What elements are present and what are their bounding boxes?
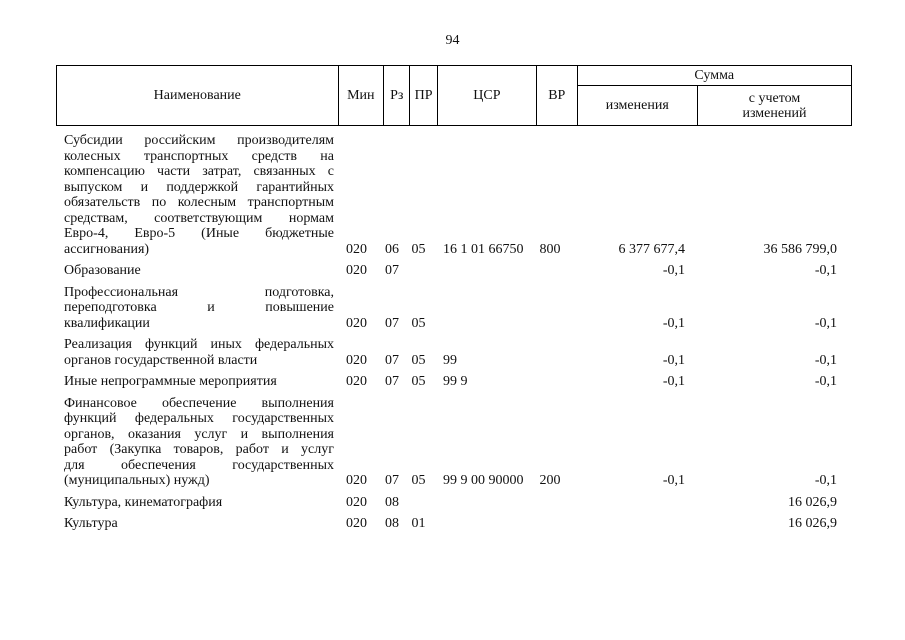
- row-name-line: функций федеральных государственных: [64, 411, 334, 426]
- row-name: [56, 495, 334, 511]
- row-rz: 07: [385, 352, 399, 368]
- row-csr: 99 9 00 90000: [443, 473, 524, 488]
- row-name-line: (муниципальных) нужд): [64, 473, 210, 488]
- row-total: -0,1: [814, 352, 837, 368]
- row-rz: 07: [385, 473, 399, 488]
- row-name-line: Субсидии российским производителям: [64, 133, 334, 148]
- table-header: [56, 65, 852, 126]
- table-body: [56, 127, 852, 532]
- row-name-line: квалификации: [64, 315, 150, 331]
- table-row: [56, 368, 852, 390]
- row-name-line: для обеспечения государственных: [64, 457, 334, 473]
- row-name-line: Финансовое обеспечение выполнения: [64, 395, 334, 411]
- row-name-line: Евро-4, Евро-5 (Иные бюджетные: [64, 226, 334, 241]
- row-rz: 08: [385, 516, 399, 531]
- row-change: 6 377 677,4: [618, 241, 685, 257]
- header-pr: ПР: [410, 66, 437, 126]
- table-row: [56, 279, 852, 332]
- row-name-line: Реализация функций иных федеральных: [64, 337, 334, 352]
- row-pr: 05: [411, 315, 426, 331]
- row-name-line: Образование: [64, 263, 141, 278]
- row-rz: 07: [385, 263, 399, 278]
- row-csr: 99: [443, 352, 457, 368]
- row-total: 36 586 799,0: [763, 241, 837, 257]
- row-vr: 200: [539, 473, 561, 488]
- row-name: [56, 516, 334, 532]
- row-name-line: Культура: [64, 516, 118, 531]
- row-rz: 07: [385, 374, 399, 389]
- header-csr: ЦСР: [437, 66, 536, 126]
- table-row: [56, 510, 852, 532]
- header-min: Мин: [338, 66, 384, 126]
- row-name: [56, 374, 334, 390]
- row-name-line: компенсацию части затрат, связанных с: [64, 164, 334, 179]
- header-vr: ВР: [537, 66, 578, 126]
- row-vr: 800: [539, 241, 561, 257]
- table-row: [56, 390, 852, 489]
- row-pr: 05: [411, 473, 426, 488]
- row-name-line: переподготовка и повышение: [64, 300, 334, 315]
- header-name: Наименование: [57, 66, 339, 126]
- row-rz: 07: [385, 315, 399, 331]
- row-min: 020: [346, 315, 367, 331]
- row-pr: 05: [411, 241, 426, 257]
- row-total: 16 026,9: [788, 494, 837, 510]
- row-change: -0,1: [662, 315, 685, 331]
- row-change: -0,1: [662, 473, 685, 488]
- page-number: 94: [445, 33, 460, 48]
- header-sum: Сумма: [577, 66, 852, 86]
- table-row: [56, 489, 852, 511]
- row-total: 16 026,9: [788, 516, 837, 531]
- row-name-line: ассигнования): [64, 241, 150, 257]
- row-name: [56, 133, 334, 257]
- row-name: [56, 263, 334, 279]
- row-total: -0,1: [814, 473, 837, 488]
- header-change: изменения: [577, 86, 698, 126]
- row-min: 020: [346, 352, 367, 368]
- row-change: -0,1: [662, 374, 685, 389]
- row-pr: 05: [411, 352, 426, 368]
- row-pr: 01: [411, 516, 426, 531]
- row-name: [56, 285, 334, 332]
- row-name-line: органов, оказания услуг и выполнения: [64, 426, 334, 442]
- row-name-line: работ (Закупка товаров, работ и услуг: [64, 442, 334, 457]
- header-with-changes: с учетом изменений: [698, 86, 852, 126]
- row-name-line: колесных транспортных средств на: [64, 148, 334, 164]
- row-total: -0,1: [814, 374, 837, 389]
- row-name-line: Иные непрограммные мероприятия: [64, 374, 277, 389]
- row-csr: 16 1 01 66750: [443, 241, 524, 257]
- row-min: 020: [346, 374, 367, 389]
- header-rz: Рз: [384, 66, 410, 126]
- row-rz: 06: [385, 241, 399, 257]
- row-total: -0,1: [814, 315, 837, 331]
- table-row: [56, 127, 852, 257]
- row-min: 020: [346, 494, 367, 510]
- row-name-line: Профессиональная подготовка,: [64, 284, 334, 300]
- row-rz: 08: [385, 494, 399, 510]
- row-pr: 05: [411, 374, 426, 389]
- row-name: [56, 396, 334, 489]
- row-min: 020: [346, 516, 367, 531]
- row-csr: 99 9: [443, 374, 468, 389]
- row-name-line: органов государственной власти: [64, 352, 258, 368]
- table-row: [56, 331, 852, 368]
- row-change: -0,1: [662, 352, 685, 368]
- row-name: [56, 337, 334, 368]
- row-change: -0,1: [662, 263, 685, 278]
- row-total: -0,1: [814, 263, 837, 278]
- row-min: 020: [346, 263, 367, 278]
- row-name-line: выпуском и поддержкой гарантийных: [64, 179, 334, 195]
- row-name-line: Культура, кинематография: [64, 494, 223, 510]
- row-name-line: средствам, соответствующим нормам: [64, 210, 334, 226]
- row-min: 020: [346, 241, 367, 257]
- row-min: 020: [346, 473, 367, 488]
- row-name-line: обязательств по колесным транспортным: [64, 195, 334, 210]
- table-row: [56, 257, 852, 279]
